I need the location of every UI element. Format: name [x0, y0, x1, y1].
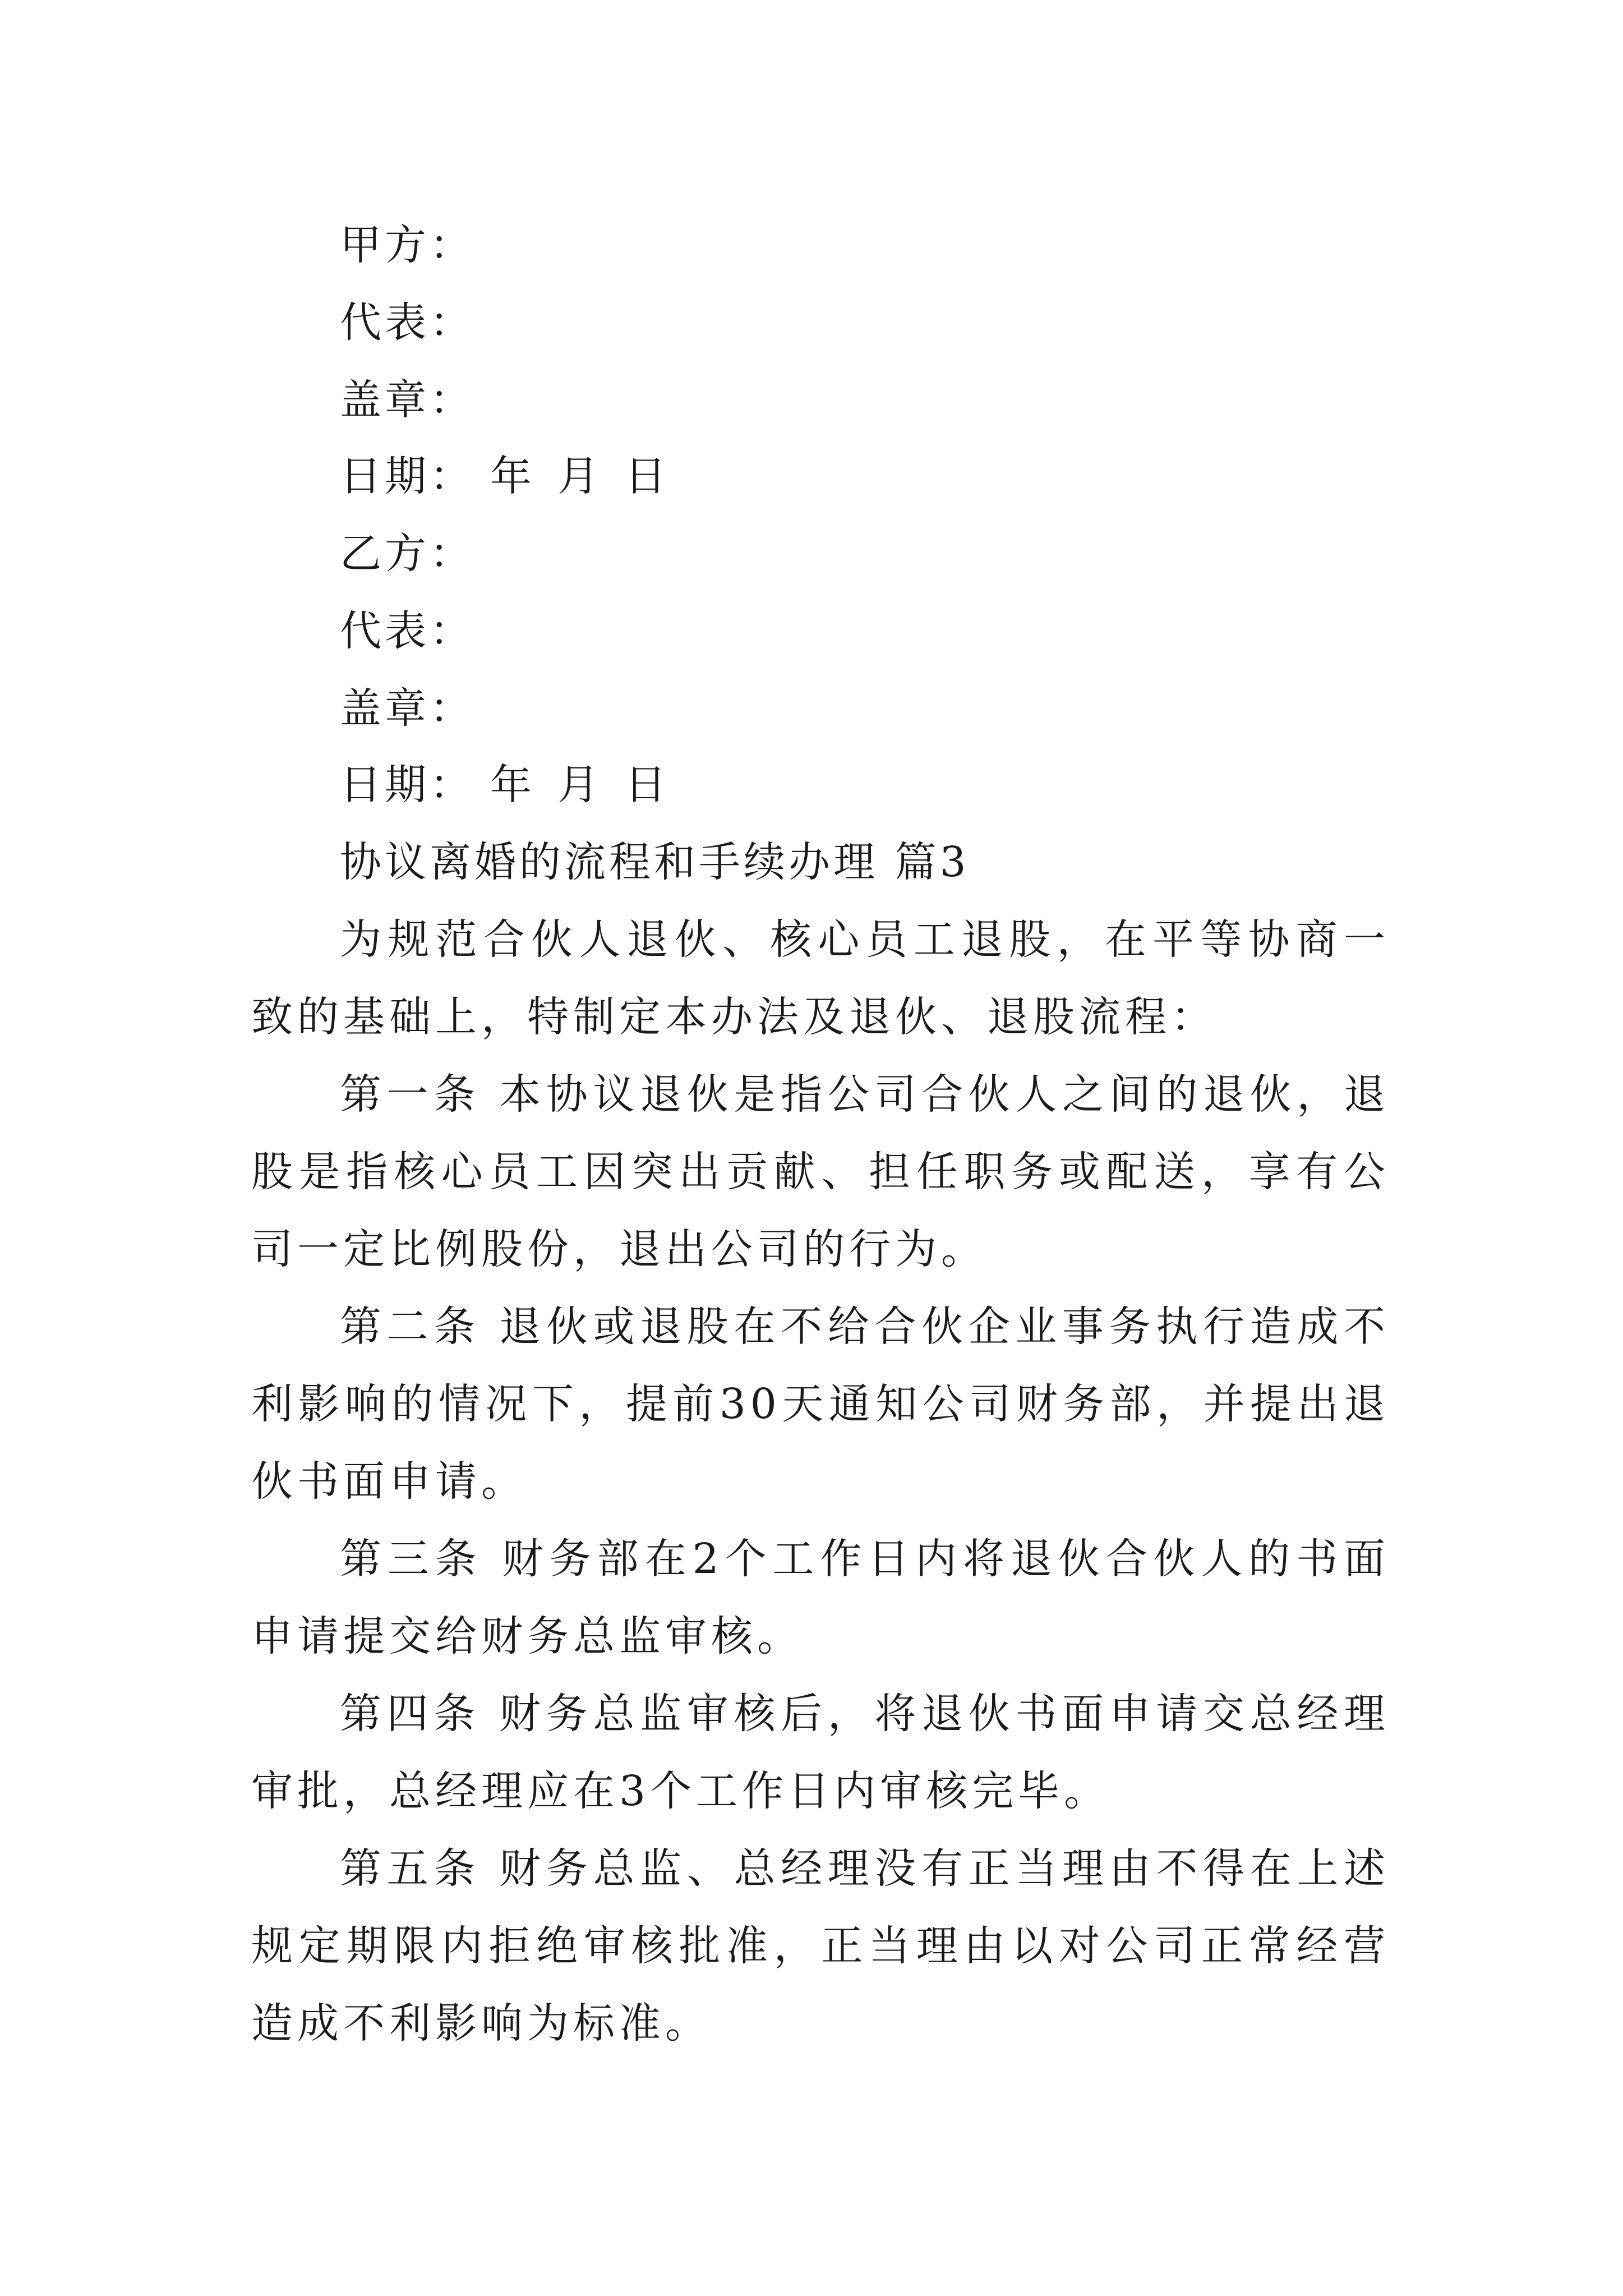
party-a-seal-label: 盖章：	[340, 376, 474, 424]
party-a-date-month: 月	[557, 452, 602, 500]
party-b-seal-label: 盖章：	[340, 684, 474, 733]
section-heading: 协议离婚的流程和手续办理 篇3	[340, 838, 970, 886]
party-a-representative-label: 代表：	[340, 298, 474, 347]
party-a-date-line	[340, 452, 692, 500]
intro-paragraph: 为规范合伙人退伙、核心员工退股，在平等协商一致的基础上，特制定本办法及退伙、退股流程：	[251, 915, 1390, 1041]
party-a-date-fields	[490, 452, 692, 500]
article-4: 第四条 财务总监审核后，将退伙书面申请交总经理审批，总经理应在3个工作日内审核完毕。	[251, 1690, 1390, 1815]
party-a-label: 甲方：	[340, 221, 474, 269]
party-b-date-fields	[490, 761, 692, 809]
party-b-representative-label: 代表：	[340, 607, 474, 655]
party-b-label: 乙方：	[340, 530, 474, 578]
party-a-date-label: 日期：	[340, 452, 474, 500]
article-3: 第三条 财务部在2个工作日内将退伙合伙人的书面申请提交给财务总监审核。	[251, 1535, 1390, 1660]
party-b-date-line	[340, 761, 692, 809]
party-b-date-month: 月	[557, 761, 602, 809]
article-1: 第一条 本协议退伙是指公司合伙人之间的退伙，退股是指核心员工因突出贡献、担任职务或配送，享有公司一定比例股份，退出公司的行为。	[251, 1070, 1390, 1273]
article-5: 第五条 财务总监、总经理没有正当理由不得在上述规定期限内拒绝审核批准，正当理由以对公司正常经营造成不利影响为标准。	[251, 1844, 1390, 2047]
article-2: 第二条 退伙或退股在不给合伙企业事务执行造成不利影响的情况下，提前30天通知公司财务部，并提出退伙书面申请。	[251, 1303, 1390, 1506]
party-a-date-day: 日	[625, 452, 670, 500]
party-b-date-day: 日	[625, 761, 670, 809]
party-b-date-year: 年	[490, 761, 535, 809]
party-b-date-label: 日期：	[340, 761, 474, 809]
party-a-date-year: 年	[490, 452, 535, 500]
